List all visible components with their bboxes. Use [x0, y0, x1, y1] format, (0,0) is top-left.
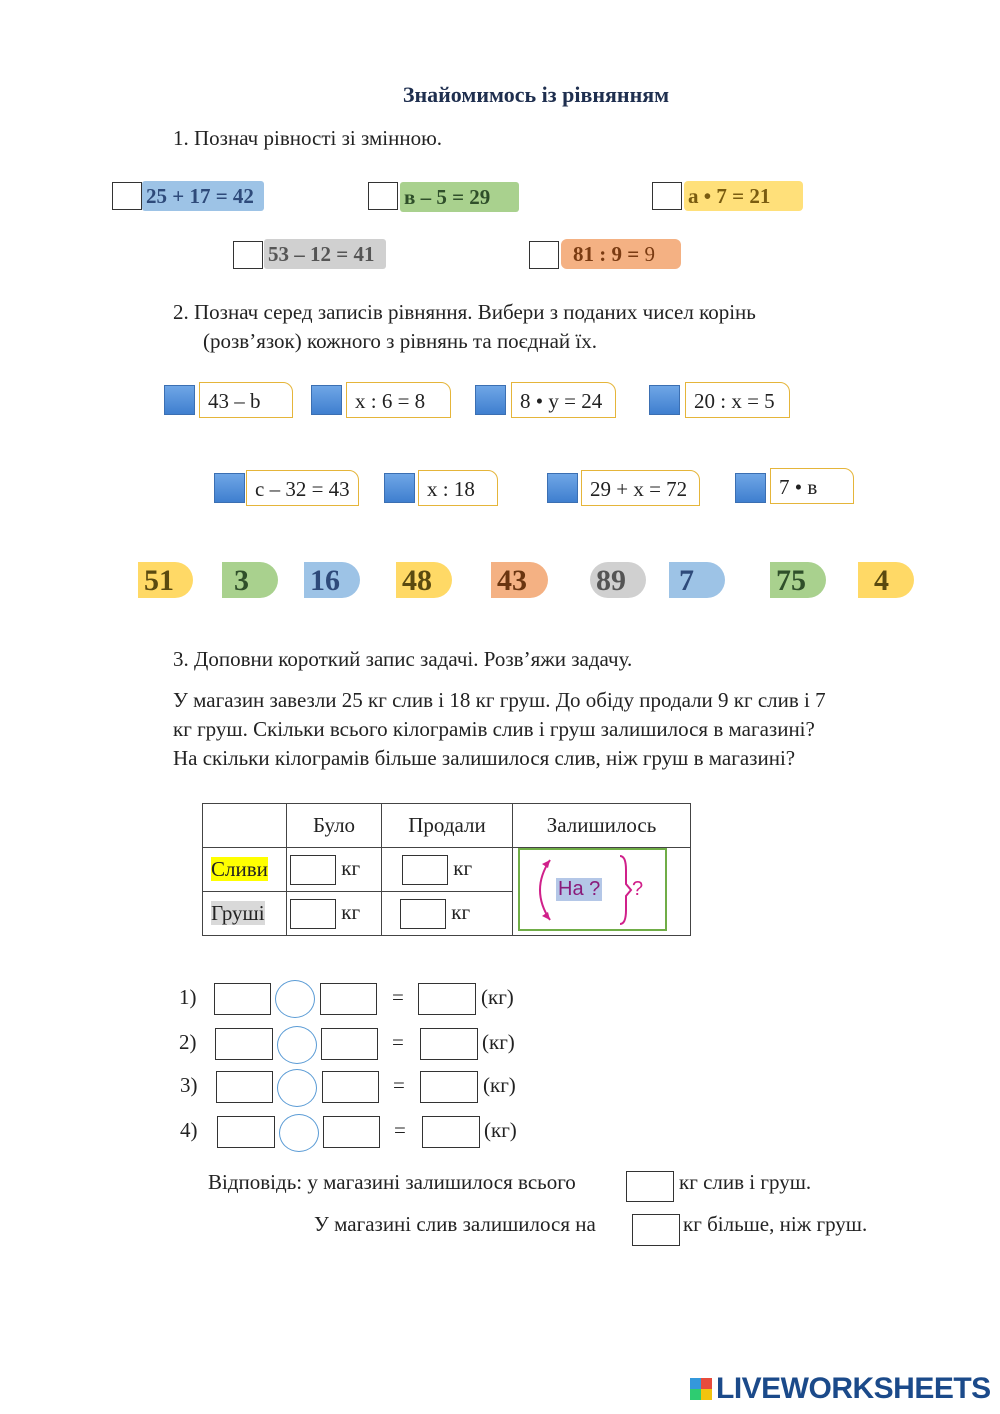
root-number-48[interactable]: 48 — [396, 562, 452, 598]
task2-item-4[interactable]: 20 : x = 5 — [685, 382, 790, 418]
header-zalyshylos: Залишилось — [513, 804, 691, 848]
task2-mark-1[interactable] — [164, 385, 195, 415]
step-1-unit: (кг) — [481, 985, 514, 1009]
header-prodaly: Продали — [382, 804, 513, 848]
step-1-operator[interactable] — [275, 980, 315, 1018]
task1-equation-1: 25 + 17 = 42 — [142, 181, 264, 211]
answer-1-prefix: Відповідь: у магазині залишилося всього — [208, 1170, 576, 1194]
step-1-equals: = — [392, 985, 404, 1009]
input-grushi-prodaly[interactable] — [400, 899, 446, 929]
task2-mark-6[interactable] — [384, 473, 415, 503]
step-3-result[interactable] — [420, 1071, 478, 1103]
step-3-operator[interactable] — [277, 1069, 317, 1107]
comparison-diagram[interactable] — [518, 848, 667, 931]
step-3-unit: (кг) — [483, 1073, 516, 1097]
task1-checkbox-4[interactable] — [233, 241, 263, 269]
task1-checkbox-3[interactable] — [652, 182, 682, 210]
step-4-operator[interactable] — [279, 1114, 319, 1152]
input-slyvy-prodaly[interactable] — [402, 855, 448, 885]
unit-kg: кг — [341, 899, 361, 924]
step-4-equals: = — [394, 1118, 406, 1142]
root-number-4[interactable]: 4 — [858, 562, 914, 598]
header-empty — [203, 804, 287, 848]
task1-equation-5-text: 81 : 9 = — [573, 242, 645, 266]
logo-text: LIVEWORKSHEETS — [716, 1372, 991, 1405]
page-title: Знайомимось із рівнянням — [402, 82, 670, 107]
root-number-51[interactable]: 51 — [138, 562, 193, 598]
step-2-operator[interactable] — [277, 1026, 317, 1064]
task1-equation-4: 53 – 12 = 41 — [264, 239, 386, 269]
step-2-equals: = — [392, 1030, 404, 1054]
diagram-question: ? — [632, 878, 644, 900]
unit-kg: кг — [451, 899, 471, 924]
task1-equation-2: в – 5 = 29 — [400, 182, 519, 212]
answer-1-input[interactable] — [626, 1171, 674, 1202]
root-number-16[interactable]: 16 — [304, 562, 360, 598]
logo-icon — [690, 1378, 712, 1400]
step-3-operand-2[interactable] — [322, 1071, 379, 1103]
task2-item-3[interactable]: 8 • y = 24 — [511, 382, 616, 418]
input-slyvy-bulo[interactable] — [290, 855, 336, 885]
task2-item-2[interactable]: x : 6 = 8 — [346, 382, 451, 418]
step-4-operand-1[interactable] — [217, 1116, 275, 1148]
problem-line-1: У магазин завезли 25 кг слив і 18 кг груш. До обіду продали 9 кг слив і 7 — [173, 688, 826, 712]
task2-item-6[interactable]: x : 18 — [418, 470, 498, 506]
step-2-number: 2) — [179, 1030, 197, 1054]
diagram-label: На ? — [558, 878, 601, 900]
step-3-operand-1[interactable] — [216, 1071, 273, 1103]
task2-heading-line2: (розв’язок) кожного з рівнянь та поєднай їх. — [203, 329, 598, 353]
step-4-result[interactable] — [422, 1116, 480, 1148]
task2-mark-2[interactable] — [311, 385, 342, 415]
task1-equation-5-tail: 9 — [644, 242, 655, 266]
task1-checkbox-1[interactable] — [112, 182, 142, 210]
answer-2-suffix: кг більше, ніж груш. — [683, 1212, 868, 1236]
root-number-7[interactable]: 7 — [669, 562, 725, 598]
problem-line-3: На скільки кілограмів більше залишилося слив, ніж груш в магазині? — [173, 746, 796, 770]
step-2-operand-2[interactable] — [321, 1028, 378, 1060]
task2-item-8[interactable]: 7 • в — [770, 468, 854, 504]
task2-heading-line1: 2. Познач серед записів рівняння. Вибери з поданих чисел корінь — [173, 300, 756, 324]
task2-item-1[interactable]: 43 – b — [199, 382, 293, 418]
answer-2-input[interactable] — [632, 1214, 680, 1246]
header-bulo: Було — [287, 804, 382, 848]
input-grushi-bulo[interactable] — [290, 899, 336, 929]
task2-mark-7[interactable] — [547, 473, 578, 503]
step-2-unit: (кг) — [482, 1030, 515, 1054]
root-number-75[interactable]: 75 — [770, 562, 826, 598]
problem-line-2: кг груш. Скільки всього кілограмів слив і груш залишилося в магазині? — [173, 717, 815, 741]
answer-2-prefix: У магазині слив залишилося на — [314, 1212, 596, 1236]
step-2-operand-1[interactable] — [215, 1028, 273, 1060]
task1-checkbox-2[interactable] — [368, 182, 398, 210]
root-number-3[interactable]: 3 — [222, 562, 278, 598]
unit-kg: кг — [341, 855, 361, 880]
unit-kg: кг — [453, 855, 473, 880]
step-1-operand-1[interactable] — [214, 983, 271, 1015]
task1-heading: 1. Познач рівності зі змінною. — [173, 126, 443, 150]
task2-mark-5[interactable] — [214, 473, 245, 503]
step-4-number: 4) — [180, 1118, 198, 1142]
task2-item-7[interactable]: 29 + x = 72 — [581, 470, 700, 506]
answer-1-suffix: кг слив і груш. — [679, 1170, 812, 1194]
row-label-slyvy-text: Сливи — [211, 857, 268, 881]
step-1-number: 1) — [179, 985, 197, 1009]
step-1-result[interactable] — [418, 983, 476, 1015]
task1-checkbox-5[interactable] — [529, 241, 559, 269]
row-label-slyvy — [203, 848, 287, 892]
step-4-operand-2[interactable] — [323, 1116, 380, 1148]
task3-heading: 3. Доповни короткий запис задачі. Розв’яжи задачу. — [173, 647, 633, 671]
task1-equation-3: а • 7 = 21 — [684, 181, 803, 211]
task2-item-5[interactable]: c – 32 = 43 — [246, 470, 359, 506]
step-1-operand-2[interactable] — [320, 983, 377, 1015]
step-3-equals: = — [393, 1073, 405, 1097]
task2-mark-8[interactable] — [735, 473, 766, 503]
task2-mark-4[interactable] — [649, 385, 680, 415]
root-number-89[interactable]: 89 — [590, 562, 646, 598]
task1-equation-5 — [561, 239, 681, 269]
liveworksheets-logo — [690, 1372, 991, 1406]
root-number-43[interactable]: 43 — [491, 562, 548, 598]
step-4-unit: (кг) — [484, 1118, 517, 1142]
step-2-result[interactable] — [420, 1028, 478, 1060]
step-3-number: 3) — [180, 1073, 198, 1097]
task2-mark-3[interactable] — [475, 385, 506, 415]
row-label-grushi-text: Груші — [211, 901, 265, 925]
row-label-grushi — [203, 892, 287, 936]
